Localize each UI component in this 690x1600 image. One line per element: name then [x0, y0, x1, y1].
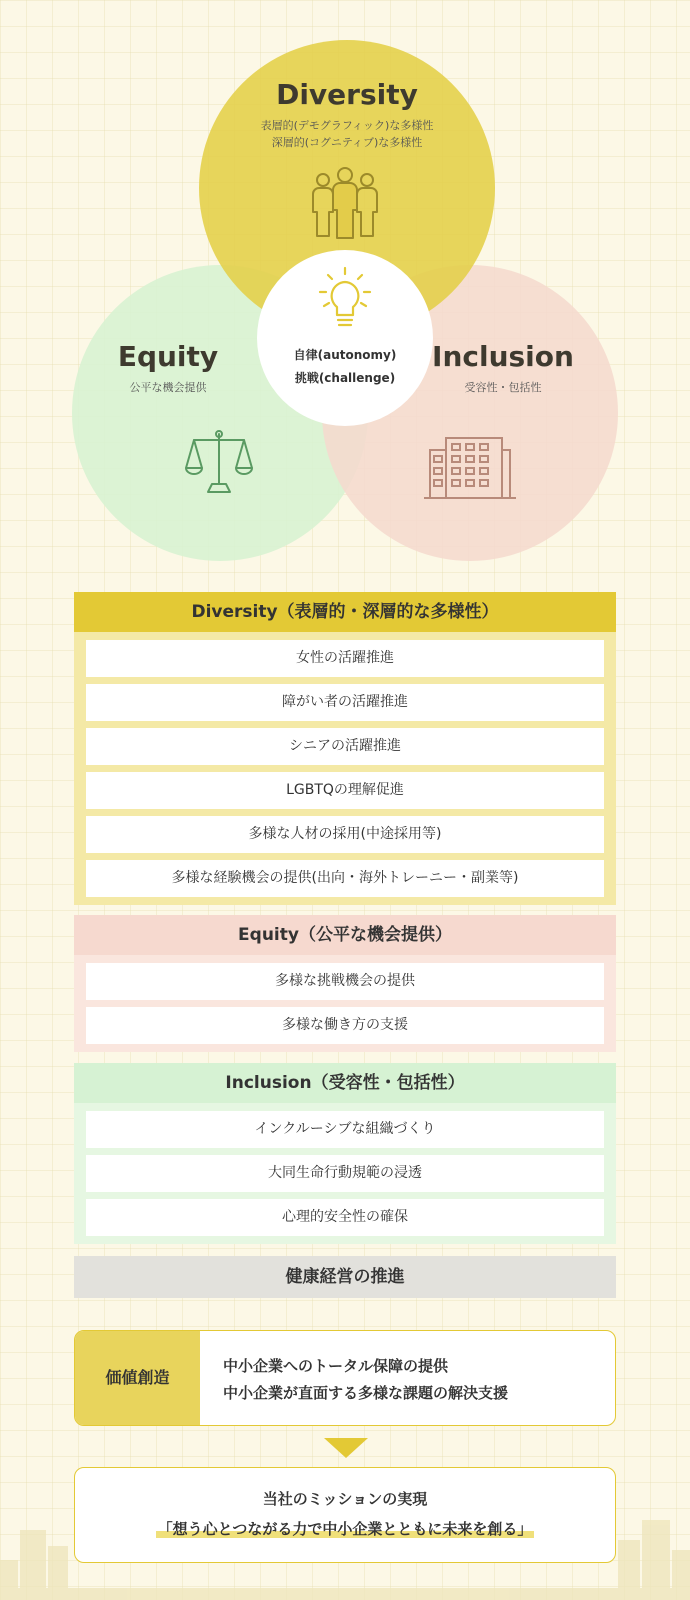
inclusion-items [74, 1103, 616, 1244]
value-creation-label: 価値創造 [75, 1331, 200, 1425]
inclusion-title: Inclusion [432, 340, 574, 373]
value-creation-text [223, 1353, 508, 1407]
diversity-sub-1: 表層的(デモグラフィック)な多様性 [260, 119, 434, 132]
office-building-icon [424, 436, 516, 500]
diversity-title: Diversity [276, 78, 418, 111]
list-item: シニアの活躍推進 [86, 728, 604, 765]
arrow-down-icon [324, 1438, 368, 1458]
balance-scale-icon [184, 428, 254, 498]
mission-statement-text: 「想う心とつながる力で中小企業とともに未来を創る」 [157, 1520, 533, 1538]
equity-section-title: Equity（公平な機会提供） [74, 915, 616, 955]
list-item: 女性の活躍推進 [86, 640, 604, 677]
list-item: LGBTQの理解促進 [86, 772, 604, 809]
list-item: インクルーシブな組織づくり [86, 1111, 604, 1148]
lightbulb-icon [316, 266, 374, 332]
challenge-label: 挑戦(challenge) [294, 371, 396, 385]
inclusion-section [74, 1063, 616, 1244]
list-item: 多様な経験機会の提供(出向・海外トレーニー・副業等) [86, 860, 604, 897]
equity-items [74, 955, 616, 1052]
inclusion-label-group [428, 340, 578, 396]
inclusion-sub: 受容性・包括性 [464, 381, 542, 394]
list-item: 多様な人材の採用(中途採用等) [86, 816, 604, 853]
equity-sub: 公平な機会提供 [129, 381, 207, 394]
autonomy-label: 自律(autonomy) [293, 348, 397, 362]
mission-title: 当社のミッションの実現 [262, 1490, 428, 1508]
value-creation-box [74, 1330, 616, 1426]
equity-title: Equity [117, 340, 219, 373]
inclusion-section-title: Inclusion（受容性・包括性） [74, 1063, 616, 1103]
equity-section [74, 915, 616, 1052]
people-group-icon [309, 166, 381, 240]
diversity-sub-2: 深層的(コグニティブ)な多様性 [271, 136, 423, 149]
center-label-group [257, 344, 433, 390]
list-item: 多様な挑戦機会の提供 [86, 963, 604, 1000]
list-item: 心理的安全性の確保 [86, 1199, 604, 1236]
health-management-bar: 健康経営の推進 [74, 1256, 616, 1298]
value-line-2: 中小企業が直面する多様な課題の解決支援 [223, 1384, 509, 1402]
value-line-1: 中小企業へのトータル保障の提供 [223, 1357, 449, 1375]
list-item: 多様な働き方の支援 [86, 1007, 604, 1044]
list-item: 障がい者の活躍推進 [86, 684, 604, 721]
diversity-items [74, 632, 616, 905]
diversity-section-title: Diversity（表層的・深層的な多様性） [74, 592, 616, 632]
city-skyline-icon [0, 1500, 690, 1600]
dei-venn-diagram [0, 0, 690, 570]
diversity-section [74, 592, 616, 905]
list-item: 大同生命行動規範の浸透 [86, 1155, 604, 1192]
diversity-label-group [199, 78, 495, 151]
equity-label-group [98, 340, 238, 396]
